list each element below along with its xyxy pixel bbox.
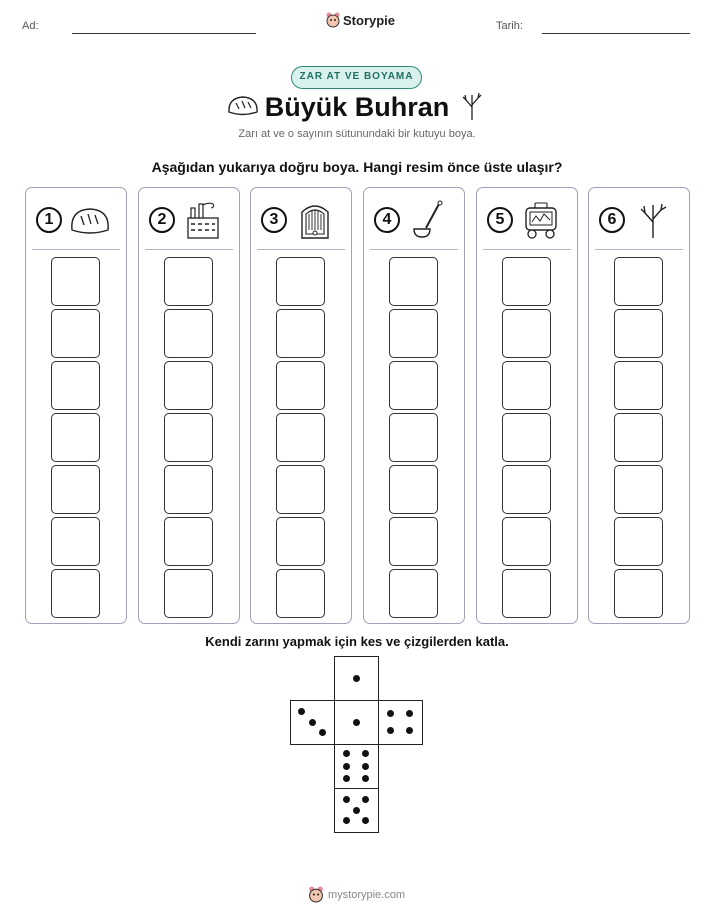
die-pip xyxy=(387,727,394,734)
coloring-box xyxy=(502,361,551,410)
stock-ticker-icon xyxy=(519,200,563,240)
footer-url: mystorypie.com xyxy=(328,888,406,901)
die-pip xyxy=(353,675,360,682)
brand-name: Storypie xyxy=(343,12,396,28)
die-pip xyxy=(343,763,350,770)
column-divider xyxy=(32,249,120,250)
column-number: 5 xyxy=(487,207,513,233)
column-number: 4 xyxy=(374,207,400,233)
dice-column-2 xyxy=(138,187,240,624)
coloring-box xyxy=(51,569,100,618)
column-divider xyxy=(257,249,345,250)
cut-instruction: Kendi zarını yapmak için kes ve çizgilerden katla. xyxy=(205,634,509,649)
coloring-box xyxy=(614,309,663,358)
coloring-box xyxy=(614,465,663,514)
die-pip xyxy=(343,750,350,757)
dice-column-4 xyxy=(363,187,465,624)
coloring-box xyxy=(51,361,100,410)
coloring-box xyxy=(164,309,213,358)
die-face-right xyxy=(378,700,423,745)
coloring-box xyxy=(276,413,325,462)
coloring-box xyxy=(164,413,213,462)
dice-column-1 xyxy=(25,187,127,624)
coloring-box xyxy=(51,309,100,358)
die-pip xyxy=(353,807,360,814)
factory-icon xyxy=(181,200,225,240)
coloring-box xyxy=(389,413,438,462)
footer xyxy=(308,886,405,903)
coloring-box xyxy=(614,257,663,306)
page-title: Büyük Buhran xyxy=(264,92,450,122)
date-line xyxy=(542,33,690,34)
coloring-box xyxy=(614,413,663,462)
storypie-mascot-icon xyxy=(308,886,324,903)
die-pip xyxy=(343,796,350,803)
coloring-box xyxy=(164,361,213,410)
coloring-box xyxy=(276,257,325,306)
column-number: 6 xyxy=(599,207,625,233)
coloring-box xyxy=(614,361,663,410)
coloring-box xyxy=(164,465,213,514)
die-pip xyxy=(353,719,360,726)
bread-icon xyxy=(68,200,112,240)
date-label: Tarih: xyxy=(496,20,523,32)
activity-badge: ZAR AT VE BOYAMA xyxy=(291,66,422,89)
die-pip xyxy=(362,750,369,757)
coloring-box xyxy=(389,257,438,306)
die-face-center xyxy=(334,700,379,745)
storypie-mascot-icon xyxy=(326,12,340,28)
die-pip xyxy=(406,727,413,734)
die-face-top xyxy=(334,656,379,701)
radio-icon xyxy=(293,200,337,240)
die-face-bottom xyxy=(334,788,379,833)
column-divider xyxy=(370,249,458,250)
instruction: Aşağıdan yukarıya doğru boya. Hangi resim önce üste ulaşır? xyxy=(151,159,563,175)
coloring-box xyxy=(502,569,551,618)
die-pip xyxy=(362,817,369,824)
die-pip xyxy=(387,710,394,717)
coloring-box xyxy=(502,517,551,566)
die-pip xyxy=(362,763,369,770)
bare-tree-icon xyxy=(631,200,675,240)
coloring-box xyxy=(502,413,551,462)
coloring-box xyxy=(389,569,438,618)
coloring-box xyxy=(164,569,213,618)
coloring-box xyxy=(502,257,551,306)
die-face-left xyxy=(290,700,335,745)
column-divider xyxy=(483,249,571,250)
name-label: Ad: xyxy=(22,20,39,32)
coloring-box xyxy=(51,465,100,514)
die-face-lower xyxy=(334,744,379,789)
die-pip xyxy=(343,817,350,824)
coloring-box xyxy=(51,413,100,462)
coloring-box xyxy=(389,517,438,566)
subtitle: Zarı at ve o sayının sütunundaki bir kutuyu boya. xyxy=(238,128,476,140)
die-pip xyxy=(362,775,369,782)
column-number: 2 xyxy=(149,207,175,233)
coloring-box xyxy=(276,309,325,358)
dice-column-3 xyxy=(250,187,352,624)
column-divider xyxy=(145,249,233,250)
die-pip xyxy=(343,775,350,782)
column-number: 3 xyxy=(261,207,287,233)
coloring-box xyxy=(502,465,551,514)
coloring-box xyxy=(389,361,438,410)
coloring-box xyxy=(389,309,438,358)
die-pip xyxy=(309,719,316,726)
ladle-icon xyxy=(406,200,450,240)
coloring-box xyxy=(614,569,663,618)
column-number: 1 xyxy=(36,207,62,233)
coloring-box xyxy=(276,569,325,618)
coloring-box xyxy=(276,465,325,514)
name-line xyxy=(72,33,256,34)
die-pip xyxy=(298,708,305,715)
coloring-box xyxy=(276,361,325,410)
dice-column-5 xyxy=(476,187,578,624)
die-pip xyxy=(319,729,326,736)
column-divider xyxy=(595,249,683,250)
coloring-box xyxy=(502,309,551,358)
coloring-box xyxy=(276,517,325,566)
die-pip xyxy=(406,710,413,717)
dice-column-6 xyxy=(588,187,690,624)
coloring-box xyxy=(389,465,438,514)
die-pip xyxy=(362,796,369,803)
coloring-box xyxy=(51,257,100,306)
coloring-box xyxy=(51,517,100,566)
coloring-box xyxy=(614,517,663,566)
coloring-box xyxy=(164,257,213,306)
coloring-box xyxy=(164,517,213,566)
bare-tree-icon xyxy=(459,91,485,121)
brand-logo xyxy=(326,12,395,28)
